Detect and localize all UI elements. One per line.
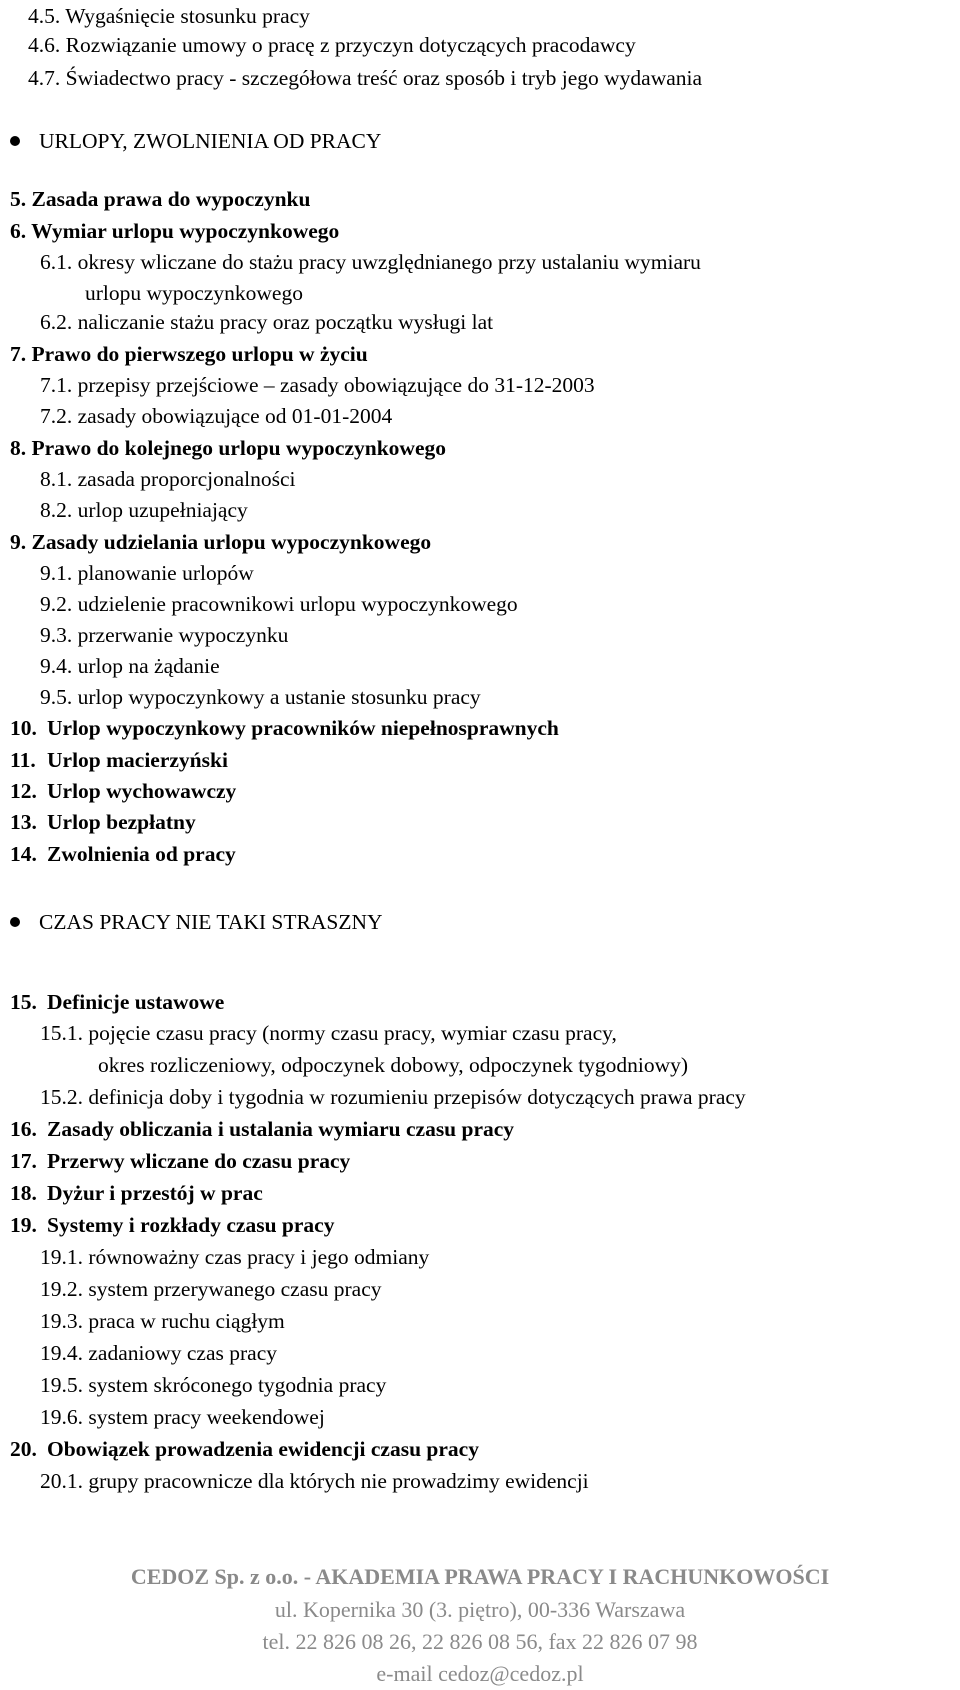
item-text: Zasady obliczania i ustalania wymiaru czasu pracy xyxy=(47,1117,515,1141)
outline-heading xyxy=(10,432,446,464)
item-text: 19.1. równoważny czas pracy i jego odmiany xyxy=(40,1245,430,1269)
outline-heading xyxy=(10,838,236,870)
outline-heading xyxy=(10,775,236,807)
outline-heading xyxy=(10,183,310,215)
item-text: 9.2. udzielenie pracownikowi urlopu wypoczynkowego xyxy=(40,592,518,616)
item-text: 6.2. naliczanie stażu pracy oraz początku wysługi lat xyxy=(40,310,494,334)
item-text: Urlop wychowawczy xyxy=(47,779,237,803)
section-heading xyxy=(10,906,383,938)
item-text: Obowiązek prowadzenia ewidencji czasu pracy xyxy=(47,1437,479,1461)
item-text: 8.1. zasada proporcjonalności xyxy=(40,467,296,491)
item-text: 6. Wymiar urlopu wypoczynkowego xyxy=(10,219,340,243)
outline-heading xyxy=(10,986,224,1018)
outline-heading xyxy=(10,338,368,370)
item-text: URLOPY, ZWOLNIENIA OD PRACY xyxy=(39,129,382,153)
item-text: 8. Prawo do kolejnego urlopu wypoczynkowego xyxy=(10,436,446,460)
item-number: 15. xyxy=(10,990,37,1014)
item-text: 9.5. urlop wypoczynkowy a ustanie stosunku pracy xyxy=(40,685,481,709)
item-text: 5. Zasada prawa do wypoczynku xyxy=(10,187,311,211)
item-text: 4.7. Świadectwo pracy - szczegółowa treść oraz sposób i tryb jego wydawania xyxy=(28,66,703,90)
bullet-icon xyxy=(10,917,20,927)
outline-heading xyxy=(10,215,339,247)
item-number: 14. xyxy=(10,842,37,866)
item-text: 7.2. zasady obowiązujące od 01-01-2004 xyxy=(40,404,393,428)
outline-item xyxy=(40,650,220,682)
outline-heading xyxy=(10,806,196,838)
item-text: 19.5. system skróconego tygodnia pracy xyxy=(40,1373,387,1397)
item-text: CZAS PRACY NIE TAKI STRASZNY xyxy=(39,910,383,934)
footer-company: CEDOZ Sp. z o.o. - AKADEMIA PRAWA PRACY I RACHUNKOWOŚCI xyxy=(130,1564,830,1589)
item-text: 9.1. planowanie urlopów xyxy=(40,561,254,585)
item-text: Systemy i rozkłady czasu pracy xyxy=(47,1213,335,1237)
outline-item xyxy=(40,1081,746,1113)
outline-heading xyxy=(10,1209,334,1241)
footer-phone: tel. 22 826 08 26, 22 826 08 56, fax 22 826 07 98 xyxy=(262,1629,698,1654)
item-number: 16. xyxy=(10,1117,37,1141)
outline-item xyxy=(98,1049,688,1081)
outline-heading xyxy=(10,1177,263,1209)
item-text: Urlop wypoczynkowy pracowników niepełnosprawnych xyxy=(47,716,559,740)
item-text: 19.4. zadaniowy czas pracy xyxy=(40,1341,277,1365)
outline-item xyxy=(28,62,702,94)
item-text: 7. Prawo do pierwszego urlopu w życiu xyxy=(10,342,368,366)
bullet-icon xyxy=(10,136,20,146)
item-text: Przerwy wliczane do czasu pracy xyxy=(47,1149,351,1173)
outline-heading xyxy=(10,526,431,558)
item-text: 9.4. urlop na żądanie xyxy=(40,654,220,678)
outline-heading xyxy=(10,1113,514,1145)
outline-item xyxy=(40,619,288,651)
item-number: 17. xyxy=(10,1149,37,1173)
outline-item xyxy=(40,306,493,338)
item-text: 19.6. system pracy weekendowej xyxy=(40,1405,325,1429)
outline-heading xyxy=(10,1145,350,1177)
outline-item xyxy=(28,29,636,61)
item-text: 20.1. grupy pracownicze dla których nie prowadzimy ewidencji xyxy=(40,1469,589,1493)
outline-item xyxy=(40,1465,589,1497)
item-text: 19.2. system przerywanego czasu pracy xyxy=(40,1277,382,1301)
footer-address: ul. Kopernika 30 (3. piętro), 00-336 Warszawa xyxy=(274,1597,686,1622)
outline-item xyxy=(40,400,392,432)
item-text: 15.1. pojęcie czasu pracy (normy czasu pracy, wymiar czasu pracy, xyxy=(40,1021,617,1045)
item-text: Urlop macierzyński xyxy=(47,748,228,772)
item-text: 8.2. urlop uzupełniający xyxy=(40,498,248,522)
item-text: 7.1. przepisy przejściowe – zasady obowiązujące do 31-12-2003 xyxy=(40,373,595,397)
outline-item xyxy=(40,369,595,401)
outline-item xyxy=(40,1273,381,1305)
outline-item xyxy=(40,1241,429,1273)
outline-item xyxy=(28,0,310,32)
outline-item xyxy=(40,494,248,526)
item-text: Dyżur i przestój w prac xyxy=(47,1181,263,1205)
item-number: 13. xyxy=(10,810,37,834)
item-text: Urlop bezpłatny xyxy=(47,810,196,834)
outline-item xyxy=(40,557,254,589)
outline-item xyxy=(40,1369,386,1401)
outline-heading xyxy=(10,1433,479,1465)
item-number: 19. xyxy=(10,1213,37,1237)
outline-item xyxy=(40,246,701,278)
item-text: 4.5. Wygaśnięcie stosunku pracy xyxy=(28,4,310,28)
outline-item xyxy=(40,463,296,495)
item-text: Definicje ustawowe xyxy=(47,990,225,1014)
item-number: 18. xyxy=(10,1181,37,1205)
item-text: 6.1. okresy wliczane do stażu pracy uwzględnianego przy ustalaniu wymiaru xyxy=(40,250,701,274)
item-text: Zwolnienia od pracy xyxy=(47,842,236,866)
footer-email: e-mail cedoz@cedoz.pl xyxy=(376,1661,584,1686)
outline-item xyxy=(85,277,303,309)
item-text: 19.3. praca w ruchu ciągłym xyxy=(40,1309,285,1333)
outline-heading xyxy=(10,744,228,776)
outline-item xyxy=(40,1337,277,1369)
item-text: 9.3. przerwanie wypoczynku xyxy=(40,623,289,647)
section-heading xyxy=(10,125,381,157)
outline-heading xyxy=(10,712,559,744)
item-text: okres rozliczeniowy, odpoczynek dobowy, odpoczynek tygodniowy) xyxy=(98,1053,689,1077)
item-number: 12. xyxy=(10,779,37,803)
outline-item xyxy=(40,1017,617,1049)
item-text: 4.6. Rozwiązanie umowy o pracę z przyczyn dotyczących pracodawcy xyxy=(28,33,636,57)
item-text: 9. Zasady udzielania urlopu wypoczynkowego xyxy=(10,530,432,554)
item-text: urlopu wypoczynkowego xyxy=(85,281,303,305)
outline-item xyxy=(40,1401,325,1433)
outline-item xyxy=(40,681,481,713)
outline-item xyxy=(40,1305,285,1337)
outline-item xyxy=(40,588,518,620)
item-number: 10. xyxy=(10,716,37,740)
item-text: 15.2. definicja doby i tygodnia w rozumieniu przepisów dotyczących prawa pracy xyxy=(40,1085,746,1109)
item-number: 11. xyxy=(10,748,36,772)
item-number: 20. xyxy=(10,1437,37,1461)
